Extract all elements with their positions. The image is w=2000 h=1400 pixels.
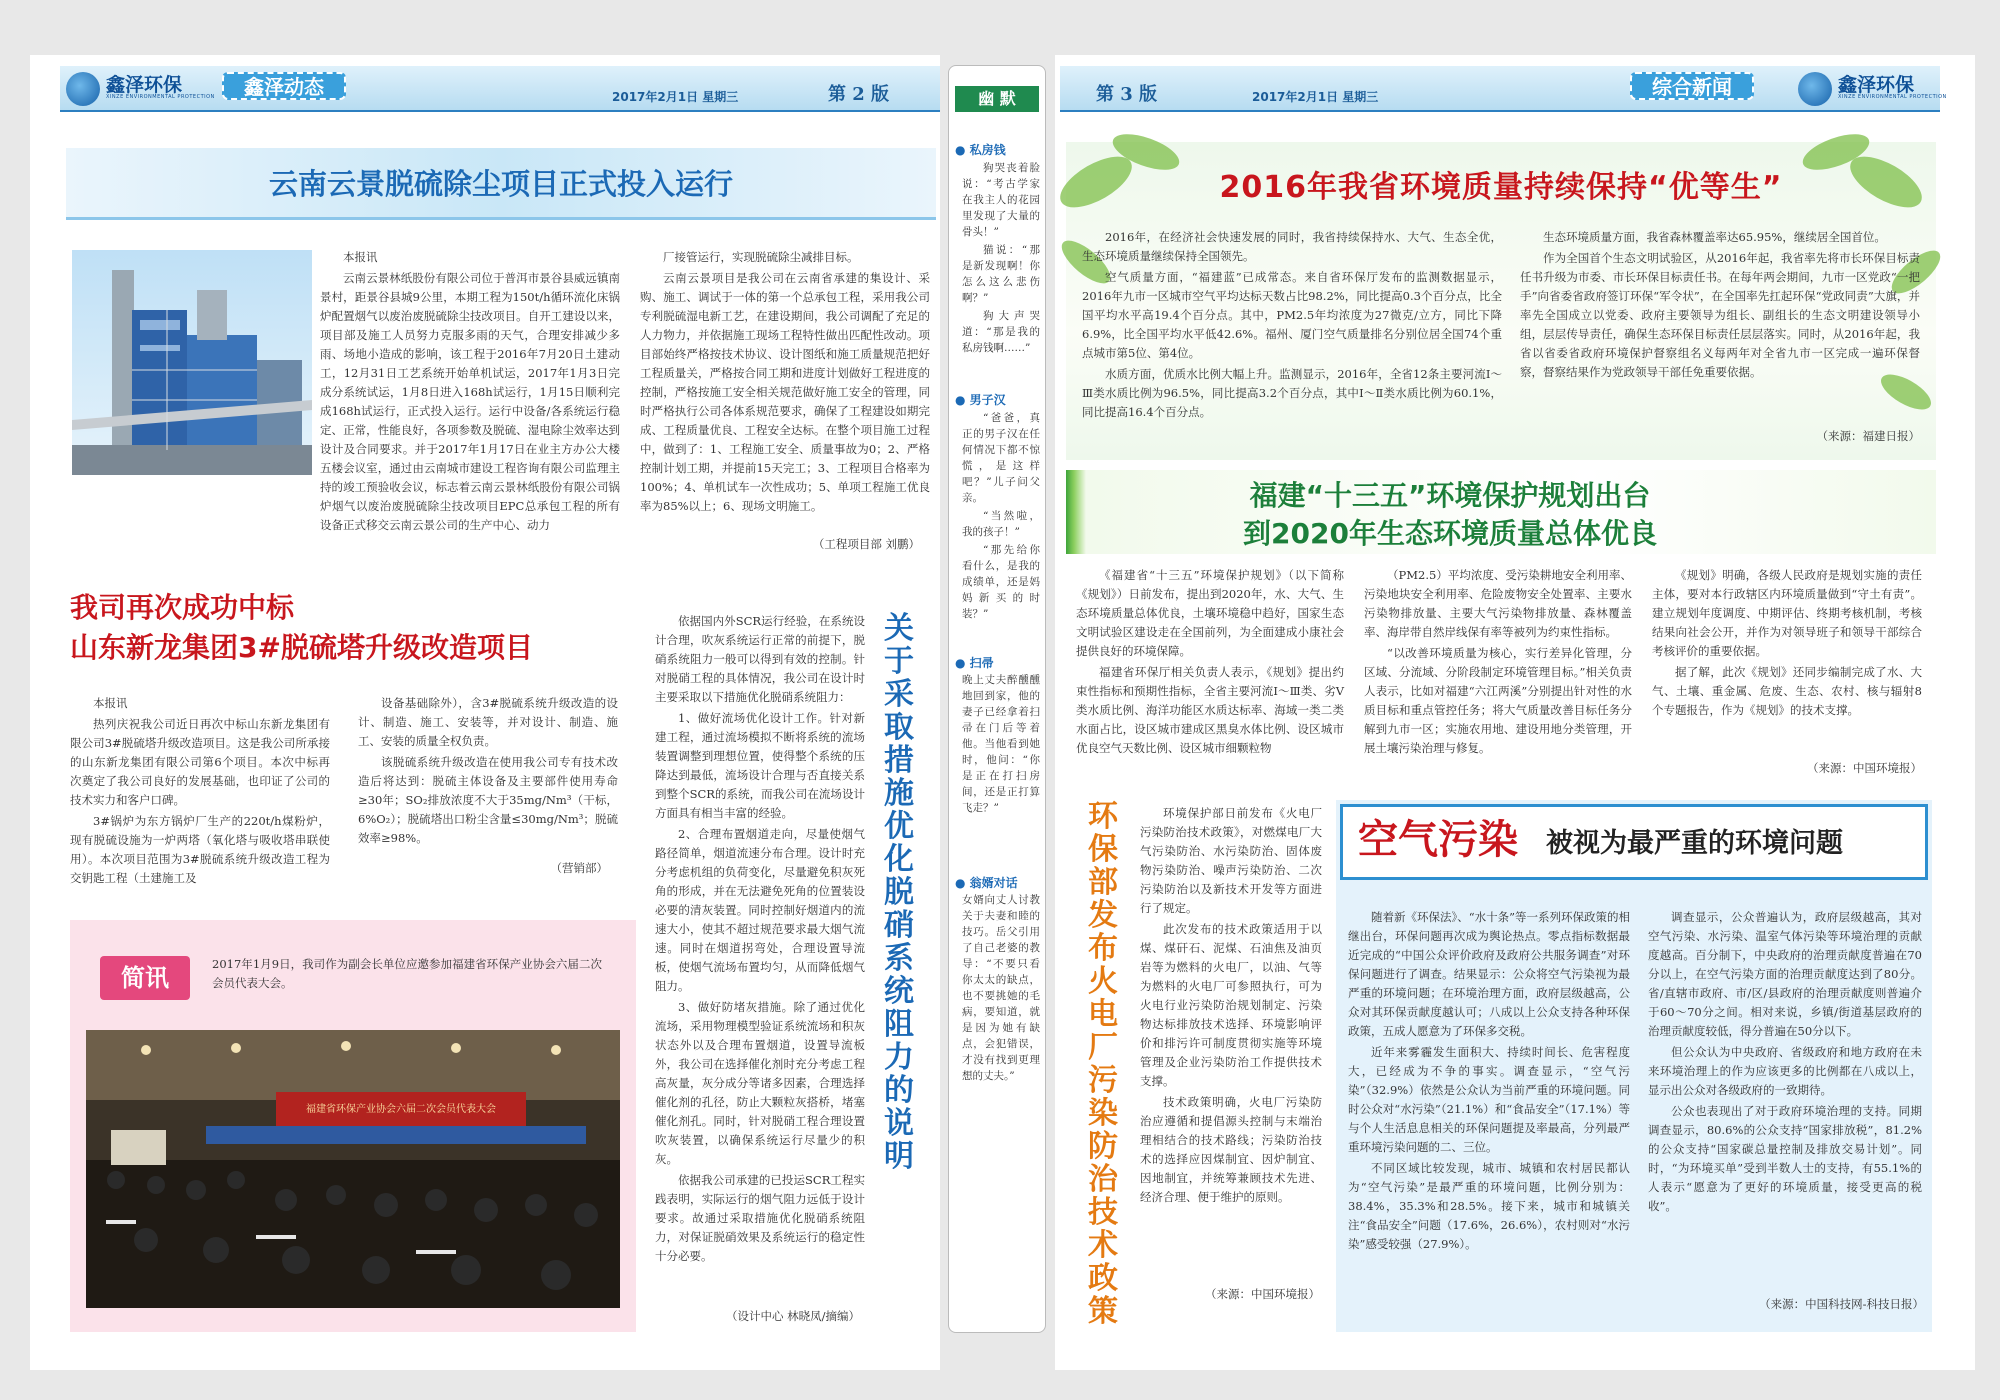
- issue-date: 2017年2月1日 星期三: [612, 90, 739, 104]
- humor-item-3-title: ● 扫帚: [955, 656, 994, 670]
- logo-icon: [66, 72, 100, 106]
- article1-title: 云南云景脱硫除尘项目正式投入运行: [268, 167, 733, 201]
- humor-header: 幽 默: [955, 86, 1039, 112]
- logo-text-right: 鑫泽环保: [1838, 74, 1915, 96]
- article5-title-line2: 到2020年生态环境质量总体优良: [1243, 517, 1657, 550]
- article7-col2: 调查显示，公众普遍认为，政府层级越高，其对空气污染、水污染、温室气体污染等环境治理的贡献度越高。百分制下，中央政府的治理贡献度普遍在70分以上，在空气污染方面的治理贡献度达到了80分。省/直辖市政府、市/区/县政府的治理贡献度则普遍介于60～70分之间。相对来说，乡镇/街道基层政府的治理贡献度较低，得分普遍在50分以下。 但公众认为中央政府、省级政府和地方政府在未来环境治理上的作为应该更多的比例都在八成以上，显示出公众对各级政府的一致期待。 公众也表现出了对于政府环境治理的支持。同期调查显示，80.6%的公众支持“国家排放税”，81.2%的公众支持“国家碳总量控制及排放交易计划”。同时，“为环境买单”受到半数人士的支持，有55.1%的人表示“愿意为了更好的环境质量，接受更高的税收”。: [1648, 910, 1922, 1213]
- article6-vertical-title: 环保部发布火电厂污染防治技术政策: [1088, 799, 1118, 1329]
- article3-source: （设计中心 林晓凤/摘编）: [725, 1309, 860, 1323]
- article2-col2: 设备基础除外），含3#脱硫系统升级改造的设计、制造、施工、安装等，并对设计、制造、施工、安装的质量全权负责。 该脱硫系统升级改造在使用我公司专有技术改造后将达到：脱硫主体设备及主要部件使用寿命≥30年；SO₂排放浓度不大于35mg/Nm³（干标，6%O₂）；脱硫塔出口粉尘含量≤30mg/Nm³；脱硫效率≥98%。: [358, 696, 618, 845]
- article3-body: 依据国内外SCR运行经验，在系统设计合理，吹灰系统运行正常的前提下，脱硝系统阻力一般可以得到有效的控制。针对脱硝工程的具体情况，我公司在设计时主要采取以下措施优化脱硝系统阻力： 1、做好流场优化设计工作。针对新建工程，通过流场模拟不断将系统的流场装置调整到理想位置，使得整个系统的压降达到最低，流场设计合理与否直接关系到整个SCR的系统，而我公司在流场设计方面具有相当丰富的经验。 2、合理布置烟道走向，尽量使烟气路径简单，烟道流速分布合理。设计时充分考虑机组的负荷变化，尽量避免积灰死角的形成，并在无法避免死角的位置装设必要的清灰装置。同时控制好烟道内的流速大小，使其不超过规范要求最大烟气流速。同时在烟道拐弯处，合理设置导流板，使烟气流场布置均匀，从而降低烟气阻力。 3、做好防堵灰措施。除了通过优化流场，采用物理模型验证系统流场和积灰状态外以及合理布置烟道，设置导流板外，我公司在选择催化剂时充分考虑工程高灰量，灰分成分等诸多因素，合理选择催化剂的孔径，防止大颗粒灰搭桥，堵塞催化剂孔。同时，针对脱硝工程合理设置吹灰装置，以确保系统运行尽量少的积灰。 依据我公司承建的已投运SCR工程实践表明，实际运行的烟气阻力远低于设计要求。故通过采取措施优化脱硝系统阻力，对保证脱硝效果及系统运行的稳定性十分必要。: [655, 614, 865, 1263]
- conference-banner-text: 福建省环保产业协会六届二次会员代表大会: [306, 1104, 496, 1115]
- article4-col1: 2016年，在经济社会快速发展的同时，我省持续保持水、大气、生态全优，生态环境质量继续保持全国领先。 空气质量方面，“福建蓝”已成常态。来自省环保厅发布的监测数据显示，2016年九市一区城市空气平均达标天数占比98.2%，同比提高0.3个百分点，比全国平均水平高19.4个百分点。其中，PM2.5年均浓度为27微克/立方，同比下降6.9%，比全国平均水平低42.6%。福州、厦门空气质量排名分别位居全国74个重点城市第5位、第4位。 水质方面，优质水比例大幅上升。监测显示，2016年，全省12条主要河流Ⅰ～Ⅲ类水质比例为96.5%，同比提高3.2个百分点，其中Ⅰ～Ⅱ类水质比例为60.1%，同比提高16.4个百分点。: [1082, 230, 1502, 419]
- article1-source: （工程项目部 刘鹏）: [812, 537, 920, 551]
- humor-item-1-text: 狗哭丧着脸说：“考古学家在我主人的花园里发现了大量的骨头！” 猫说：“那是新发现啊！你怎么这么悲伤啊？” 狗大声哭道：“那是我的私房钱啊……”: [962, 162, 1040, 354]
- article5-title-line1: 福建“十三五”环境保护规划出台: [1249, 479, 1651, 512]
- logo-subtext-right: XINZE ENVIRONMENTAL PROTECTION: [1838, 94, 1947, 100]
- article7-source: （来源：中国科技网-科技日报）: [1759, 1297, 1924, 1311]
- humor-item-3-text: 晚上丈夫醉醺醺地回到家，他的妻子已经拿着扫帚在门后等着他。当他看到她时，他问：“你是正在打扫房间，还是正打算飞走？”: [962, 674, 1040, 814]
- logo-subtext: XINZE ENVIRONMENTAL PROTECTION: [106, 94, 215, 100]
- logo-icon-right: [1798, 72, 1832, 106]
- article2-col1: 本报讯 热列庆祝我公司近日再次中标山东新龙集团有限公司3#脱硫塔升级改造项目。这是我公司所承接的山东新龙集团有限公司第6个项目。本次中标再次奠定了我公司良好的发展基础，也印证了公司的技术实力和客户口碑。 3#锅炉为东方锅炉厂生产的220t/h煤粉炉，现有脱硫设施为一炉两塔（氧化塔与吸收塔串联使用）。本次项目范围为3#脱硫系统升级改造工程为交钥匙工程（土建施工及: [70, 696, 330, 885]
- article2-source: （营销部）: [550, 861, 608, 875]
- industrial-plant-photo: [72, 250, 312, 475]
- article7-col1: 随着新《环保法》、“水十条”等一系列环保政策的相继出台，环保问题再次成为舆论热点。零点指标数据最近完成的“中国公众评价政府及政府公共服务调查”对环保问题进行了调查。结果显示：公众将空气污染视为最严重的环境问题；在环境治理方面，政府层级越高，公众对其环保贡献度越认可；八成以上公众支持各种环保政策，五成人愿意为了环保多交税。 近年来雾霾发生面积大、持续时间长、危害程度大，已经成为不争的事实。调查显示，“空气污染”（32.9%）依然是公众认为当前严重的环境问题。同时公众对“水污染”（21.1%）和“食品安全”（17.1%）等与个人生活息息相关的环保问题提及率最高，分列最严重环境污染问题的二、三位。 不同区域比较发现，城市、城镇和农村居民都认为“空气污染”是最严重的环境问题，比例分别为：38.4%，35.3%和28.5%。接下来，城市和城镇关注“食品安全”问题（17.6%，26.6%），农村则对“水污染”感受较强（27.9%）。: [1348, 910, 1631, 1251]
- humor-item-2-title: ● 男子汉: [955, 393, 1006, 407]
- humor-item-4-text: 女婿向丈人讨教关于夫妻和睦的技巧。岳父引用了自己老婆的教导：“不要只看你太太的缺点，也不要挑她的毛病，要知道，就是因为她有缺点，会犯错误，才没有找到更理想的丈夫。”: [962, 894, 1040, 1082]
- article5-source: （来源：中国环境报）: [1807, 761, 1922, 775]
- edition-number: 第 2 版: [828, 84, 890, 105]
- article2-title-line1: 我司再次成功中标: [70, 591, 295, 624]
- edition-number-right: 第 3 版: [1096, 84, 1158, 105]
- issue-date-right: 2017年2月1日 星期三: [1252, 90, 1379, 104]
- article5-col2: （PM2.5）平均浓度、受污染耕地安全利用率、污染地块安全利用率、危险废物安全处置率、主要水污染物排放量、主要大气污染物排放量、森林覆盖率、海岸带自然岸线保有率等被列为约束性指标。 “以改善环境质量为核心，实行差异化管理，分区域、分流域、分阶段制定环境管理目标。”相关负责人表示，比如对福建“六江两溪”分别提出针对性的水质目标和重点管控任务；将大气质量改善目标任务分解到九市一区；实施农用地、建设用地分类管理，开展土壤污染治理与修复。: [1364, 568, 1632, 755]
- logo-text: 鑫泽环保: [106, 74, 183, 96]
- article4-title: 2016年我省环境质量持续保持“优等生”: [1219, 170, 1783, 205]
- brief-label: 简讯: [100, 956, 190, 1000]
- humor-item-3-title-text: 扫帚: [969, 656, 994, 670]
- article5-col3: 《规划》明确，各级人民政府是规划实施的责任主体，要对本行政辖区内环境质量做到“守土有责”。建立规划年度调度、中期评估、终期考核机制，考核结果向社会公开，并作为对领导班子和领导干部综合考核评价的重要依据。 据了解，此次《规划》还同步编制完成了水、大气、土壤、重金属、危废、生态、农村、核与辐射8个专题报告，作为《规划》的技术支撑。: [1652, 568, 1922, 717]
- section-tab-right: 综合新闻: [1630, 72, 1754, 100]
- article1-col2: 厂接管运行，实现脱硫除尘减排目标。 云南云景项目是我公司在云南省承建的集设计、采购、施工、调试于一体的第一个总承包工程，采用我公司专利脱硫湿电新工艺，在建设期间，我公司调配了充足的人力物力，并依据施工现场工程特性做出匹配性改动。项目部始终严格按技术协议、设计图纸和施工质量规范把好工程质量关，严格按合同工期和进度计划做好工程进度的控制，严格按施工安全相关规范做好施工安全的管理，同时严格执行公司各体系规范要求，确保了工程建设如期完成、工程质量优良、工程安全达标。在整个项目施工过程中，做到了：1、工程施工安全、质量事故为0；2、严格控制计划工期，并提前15天完工；3、工程项目合格率为100%；4、单机试车一次性成功；5、单项工程施工优良率为85%以上；6、现场文明施工。: [640, 250, 930, 513]
- brief-text: 2017年1月9日，我司作为副会长单位应邀参加福建省环保产业协会六届二次会员代表大会。: [212, 957, 602, 990]
- article4-col2: 生态环境质量方面，我省森林覆盖率达65.95%，继续居全国首位。 作为全国首个生态文明试验区，从2016年起，我省率先将市长环保目标责任书升级为市委、市长环保目标责任书。在每年两会期间，九市一区党政“一把手”向省委省政府签订环保“军令状”，在全国率先扛起环保“党政同责”大旗，并率先全国成立以党委、政府主要领导为组长、副组长的生态文明建设领导小组，层层传导责任，确保生态环保目标责任层层落实。同时，从2016年起，我省以省委省政府环境保护督察组名义每两年对全省九市一区完成一遍环保督察，督察结果作为党政领导干部任免重要依据。: [1520, 230, 1920, 379]
- article1-col1: 本报讯 云南云景林纸股份有限公司位于普洱市景谷县威远镇南景村，距景谷县城9公里，本期工程为150t/h循环流化床锅炉配置烟气以废治废脱硫除尘技改项目。自开工建设以来，项目部及施工人员努力克服多雨的天气，合理安排减少多雨、场地小造成的影响，该工程于2016年7月20日土建动工，12月31日工艺系统开始单机试运，2017年1月3日完成分系统试运，1月8日进入168h试运行，1月15日顺利完成168h试运行，正式投入运行。运行中设备/各系统运行稳定、正常，性能良好，各项参数及脱硫、湿电除尘效率达到设计及合同要求。并于2017年1月17日在业主方办公大楼五楼会议室，通过由云南城市建设工程咨询有限公司监理主持的竣工预验收会议，标志着云南云景林纸股份有限公司锅炉烟气以废治废脱硫除尘技改项目EPC总承包工程的所有设备正式移交云南云景公司的生产中心、动力: [320, 250, 620, 532]
- article3-vertical-title: 关于采取措施优化脱硝系统阻力的说明: [884, 611, 914, 1174]
- article4-source: （来源：福建日报）: [1816, 429, 1920, 443]
- humor-item-2-text: “爸爸，真正的男子汉在任何情况下都不惊慌，是这样吧？”儿子问父亲。 “当然啦，我的孩子！” “那先给你看什么，是我的成绩单，还是妈妈新买的时装？”: [962, 412, 1040, 620]
- humor-item-4-title-text: 翁婿对话: [969, 876, 1018, 890]
- article7-title-rest: 被视为最严重的环境问题: [1546, 828, 1843, 859]
- left-header-bar: [60, 66, 940, 112]
- article6-body: 环境保护部日前发布《火电厂污染防治技术政策》，对燃煤电厂大气污染防治、水污染防治、固体废物污染防治、噪声污染防治、二次污染防治以及新技术开发等方面进行了规定。 此次发布的技术政策适用于以煤、煤矸石、泥煤、石油焦及油页岩等为燃料的火电厂，以油、气等为燃料的火电厂可参照执行，可为火电行业污染防治规划制定、污染物达标排放技术选择、环境影响评价和排污许可制度贯彻实施等环境管理及企业污染防治工作提供技术支撑。 技术政策明确，火电厂污染防治应遵循和提倡源头控制与末端治理相结合的技术路线；污染防治技术的选择应因煤制宜、因炉制宜、因地制宜，并统筹兼顾技术先进、经济合理、便于维护的原则。: [1140, 806, 1322, 1204]
- article2-title-line2: 山东新龙集团3#脱硫塔升级改造项目: [70, 631, 533, 664]
- article6-source: （来源：中国环境报）: [1205, 1287, 1320, 1301]
- humor-item-1-title-text: 私房钱: [969, 143, 1006, 157]
- article5-col1: 《福建省“十三五”环境保护规划》（以下简称《规划》）日前发布，提出到2020年，水、大气、生态环境质量总体优良，土壤环境稳中趋好，国家生态文明试验区建设走在全国前列，为全面建成小康社会提供良好的环境保障。 福建省环保厅相关负责人表示，《规划》提出约束性指标和预期性指标，全省主要河流Ⅰ～Ⅲ类、劣Ⅴ类水质比例、海洋功能区水质达标率、海域一类二类水面占比，设区城市建成区黑臭水体比例、设区城市优良空气天数比例、设区城市细颗粒物: [1076, 568, 1344, 755]
- conference-photo: [86, 1030, 620, 1308]
- article7-title-big: 空气污染: [1358, 817, 1518, 863]
- section-tab: 鑫泽动态: [222, 72, 346, 100]
- humor-item-4-title: ● 翁婿对话: [955, 876, 1018, 890]
- humor-item-1-title: ● 私房钱: [955, 143, 1006, 157]
- humor-item-2-title-text: 男子汉: [969, 393, 1006, 407]
